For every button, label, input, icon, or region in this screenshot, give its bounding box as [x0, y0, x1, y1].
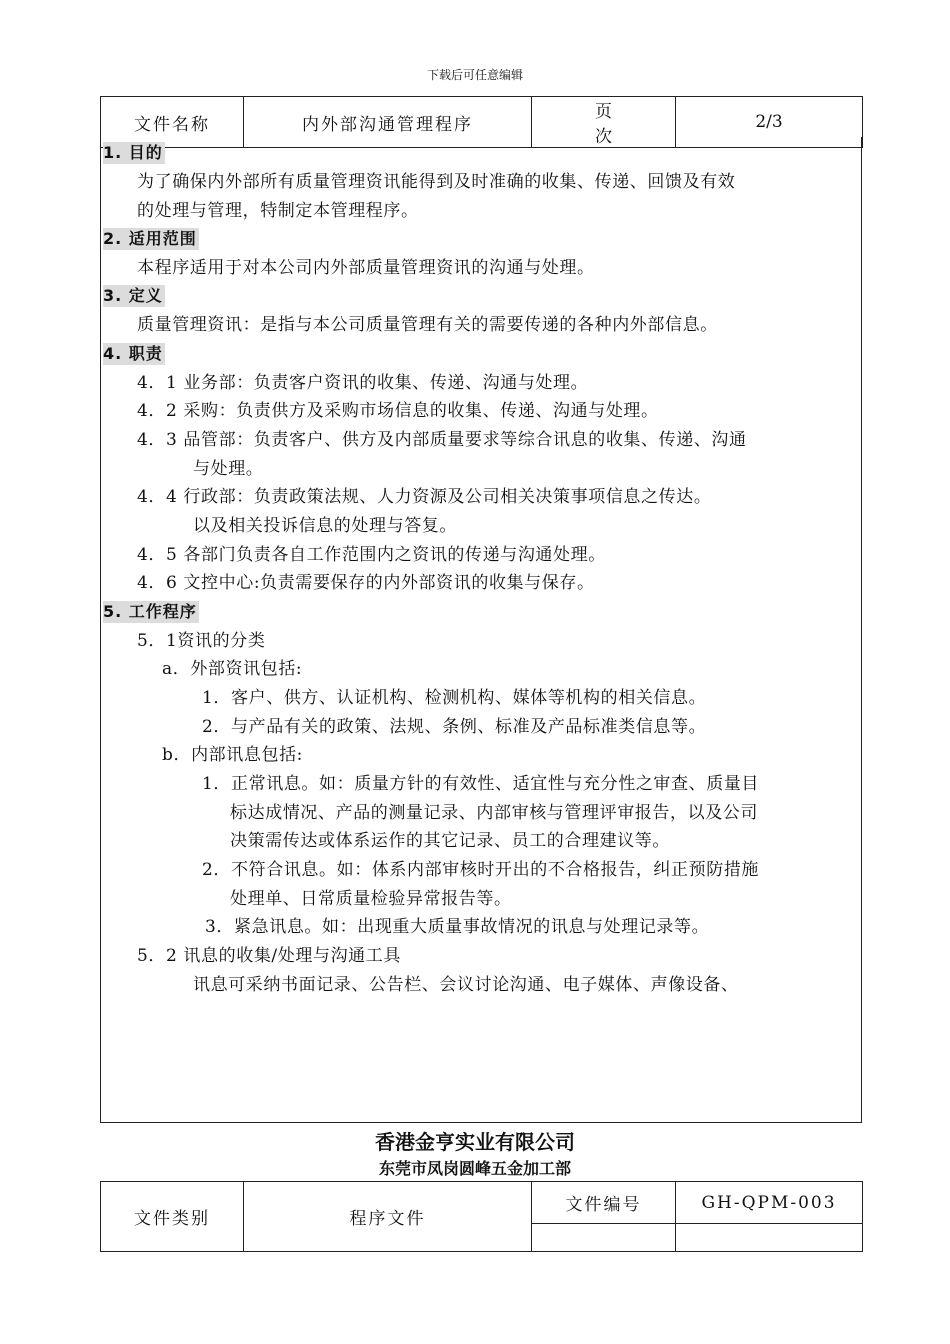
top-note: 下载后可任意编辑 — [426, 68, 523, 82]
doc-number-label: 文件编号 — [532, 1182, 676, 1224]
footer-table — [100, 1181, 863, 1252]
text-line: 5．1资讯的分类 — [137, 631, 266, 651]
company-name: 香港金亨实业有限公司 — [375, 1130, 575, 1154]
text-line: 的处理与管理，特制定本管理程序。 — [137, 201, 419, 221]
company-dept: 东莞市凤岗圆峰五金加工部 — [378, 1159, 571, 1178]
doc-number-value: GH-QPM-003 — [676, 1182, 863, 1224]
text-line: 1．客户、供方、认证机构、检测机构、媒体等机构的相关信息。 — [202, 688, 707, 708]
section-heading: 5. 工作程序 — [103, 602, 197, 621]
section-heading: 1. 目的 — [103, 143, 163, 162]
text-line: 2．不符合讯息。如：体系内部审核时开出的不合格报告，纠正预防措施 — [202, 860, 760, 880]
text-line: 以及相关投诉信息的处理与答复。 — [193, 516, 457, 536]
text-line: 质量管理资讯：是指与本公司质量管理有关的需要传递的各种内外部信息。 — [137, 315, 718, 335]
text-line: 与处理。 — [193, 459, 264, 479]
page-label: 页次 — [532, 97, 676, 148]
text-line: 5．2 讯息的收集/处理与沟通工具 — [137, 946, 401, 966]
section-heading: 4. 职责 — [103, 344, 163, 363]
text-line: 为了确保内外部所有质量管理资讯能得到及时准确的收集、传递、回馈及有效 — [137, 172, 736, 192]
text-line: 4．6 文控中心:负责需要保存的内外部资讯的收集与保存。 — [137, 573, 595, 593]
doc-category-label: 文件类别 — [101, 1182, 244, 1252]
empty-cell — [676, 1224, 863, 1252]
text-line: 4．1 业务部：负责客户资讯的收集、传递、沟通与处理。 — [137, 373, 589, 393]
section-heading: 2. 适用范围 — [103, 229, 197, 248]
text-line: 2．与产品有关的政策、法规、条例、标准及产品标准类信息等。 — [202, 717, 707, 737]
section-heading: 3. 定义 — [103, 286, 163, 305]
empty-cell — [532, 1224, 676, 1252]
text-line: 4．5 各部门负责各自工作范围内之资讯的传递与沟通处理。 — [137, 545, 606, 565]
text-line: 处理单、日常质量检验异常报告等。 — [230, 889, 512, 909]
text-line: 本程序适用于对本公司内外部质量管理资讯的沟通与处理。 — [137, 258, 595, 278]
text-line: 标达成情况、产品的测量记录、内部审核与管理评审报告，以及公司 — [230, 803, 758, 823]
doc-name-label: 文件名称 — [101, 97, 244, 148]
text-line: 决策需传达或体系运作的其它记录、员工的合理建议等。 — [230, 831, 670, 851]
page-value: 2/3 — [676, 97, 863, 148]
doc-category-value: 程序文件 — [244, 1182, 532, 1252]
text-line: 4．4 行政部：负责政策法规、人力资源及公司相关决策事项信息之传达。 — [137, 487, 712, 507]
text-line: a．外部资讯包括: — [162, 659, 303, 679]
text-line: 4．3 品管部：负责客户、供方及内部质量要求等综合讯息的收集、传递、沟通 — [137, 430, 747, 450]
doc-name-value: 内外部沟通管理程序 — [244, 97, 532, 148]
text-line: b．内部讯息包括: — [162, 745, 304, 765]
text-line: 1．正常讯息。如：质量方针的有效性、适宜性与充分性之审查、质量目 — [202, 774, 760, 794]
text-line: 4．2 采购：负责供方及采购市场信息的收集、传递、沟通与处理。 — [137, 401, 659, 421]
text-line: 讯息可采纳书面记录、公告栏、会议讨论沟通、电子媒体、声像设备、 — [193, 975, 739, 995]
text-line: 3．紧急讯息。如：出现重大质量事故情况的讯息与处理记录等。 — [205, 917, 710, 937]
